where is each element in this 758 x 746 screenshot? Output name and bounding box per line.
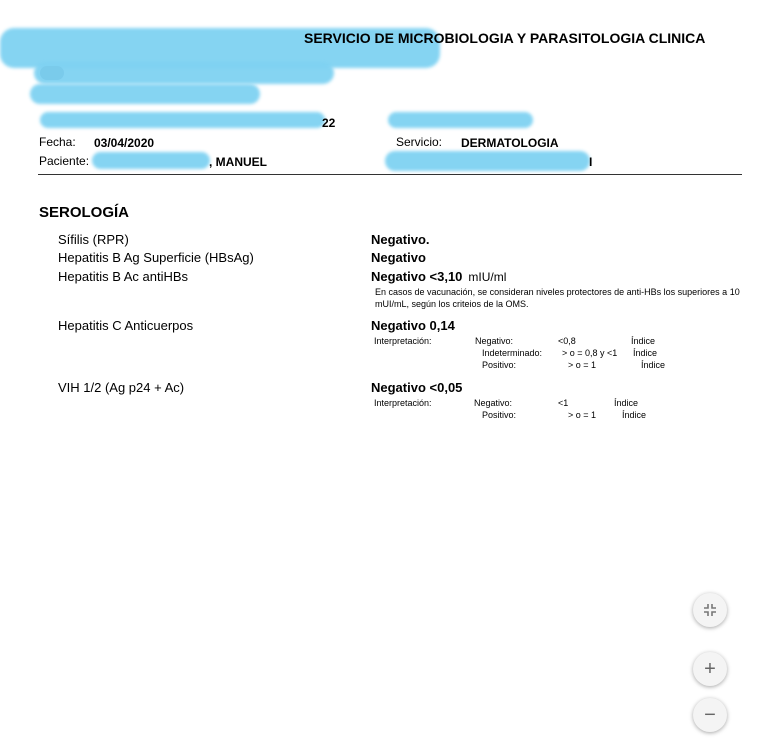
plus-icon: + xyxy=(704,657,716,680)
redaction-nhc xyxy=(40,112,325,128)
test-name: Hepatitis B Ag Superficie (HBsAg) xyxy=(58,250,254,265)
test-result: Negativo. xyxy=(371,232,430,247)
fit-page-button[interactable] xyxy=(693,593,727,627)
test-result: Negativo <0,05 xyxy=(371,380,463,395)
fecha-label: Fecha: xyxy=(39,135,76,149)
interp-unit: Índice xyxy=(622,410,647,420)
test-result: Negativo 0,14 xyxy=(371,318,455,333)
interpretation-label: Interpretación: xyxy=(374,336,432,346)
interp-value: <1 xyxy=(558,398,569,408)
interp-value: <0,8 xyxy=(558,336,576,346)
redaction-2 xyxy=(34,62,334,84)
compress-icon xyxy=(702,602,718,618)
interp-value: > o = 1 xyxy=(568,410,597,420)
paciente-label: Paciente: xyxy=(39,154,90,168)
minus-icon: − xyxy=(704,703,716,726)
right-fragment: I xyxy=(589,155,593,169)
result-value: Negativo <3,10 xyxy=(371,269,463,284)
redaction-right xyxy=(385,151,593,171)
interp-key: Positivo: xyxy=(482,410,517,420)
test-result xyxy=(371,269,506,284)
nhc-fragment: 22 xyxy=(322,116,336,130)
interpretation-label: Interpretación: xyxy=(374,398,432,408)
report-title: SERVICIO DE MICROBIOLOGIA Y PARASITOLOGIA CLINICA xyxy=(304,30,706,46)
test-name: Sífilis (RPR) xyxy=(58,232,129,247)
redaction-nhc-right xyxy=(388,112,533,128)
servicio-value: DERMATOLOGIA xyxy=(461,136,559,150)
test-result: Negativo xyxy=(371,250,426,265)
interp-value: > o = 1 xyxy=(568,360,597,370)
test-name: Hepatitis B Ac antiHBs xyxy=(58,269,189,284)
section-title: SEROLOGÍA xyxy=(39,204,130,221)
paciente-value: , MANUEL xyxy=(209,155,267,169)
result-unit: mIU/ml xyxy=(468,270,507,284)
vaccination-note: En casos de vacunación, se consideran niveles protectores de anti-HBs los superiores a 10 mUI/mL, según los criteios de la OMS. xyxy=(375,287,740,309)
interp-unit: Índice xyxy=(614,398,639,408)
redaction-paciente xyxy=(92,152,210,169)
test-name: VIH 1/2 (Ag p24 + Ac) xyxy=(58,380,185,395)
interp-unit: Índice xyxy=(641,360,666,370)
test-name: Hepatitis C Anticuerpos xyxy=(58,318,194,333)
interp-unit: Índice xyxy=(633,348,658,358)
interp-value: > o = 0,8 y <1 xyxy=(562,348,618,358)
interp-key: Positivo: xyxy=(482,360,517,370)
interp-unit: Índice xyxy=(631,336,656,346)
interp-key: Negativo: xyxy=(475,336,514,346)
header-divider xyxy=(38,174,742,175)
redaction-3 xyxy=(30,84,260,104)
interp-key: Indeterminado: xyxy=(482,348,543,358)
interp-key: Negativo: xyxy=(474,398,513,408)
fecha-value: 03/04/2020 xyxy=(94,136,155,150)
zoom-in-button[interactable] xyxy=(693,652,727,686)
servicio-label: Servicio: xyxy=(396,135,443,149)
zoom-out-button[interactable] xyxy=(693,698,727,732)
